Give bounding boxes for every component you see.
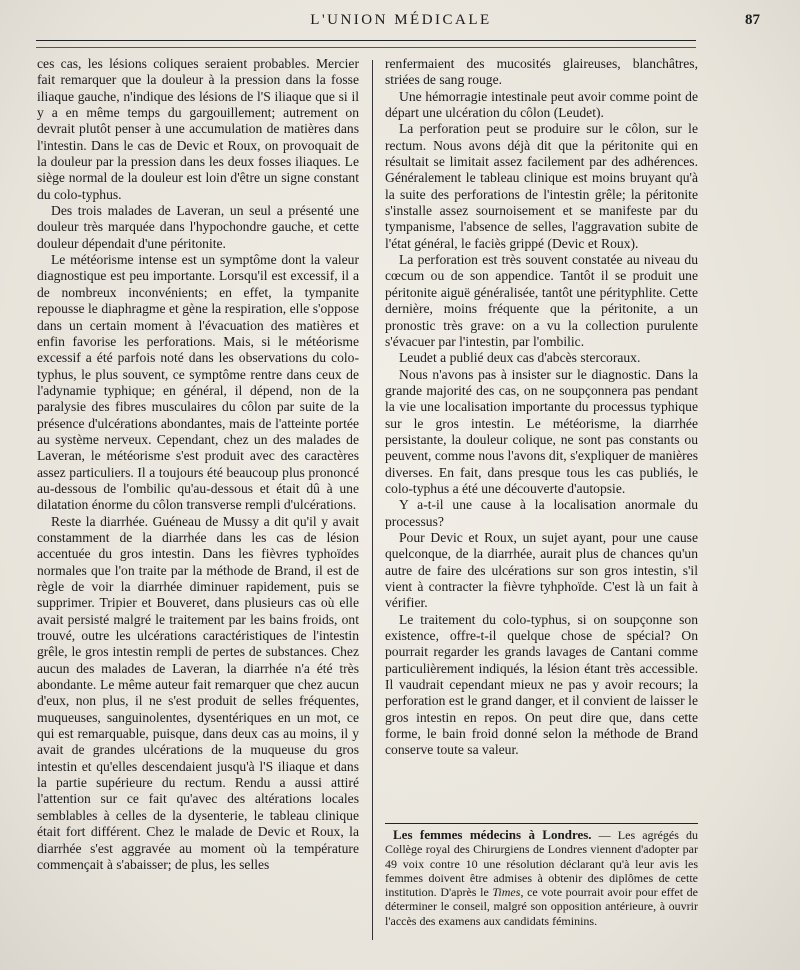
paragraph: Reste la diarrhée. Guéneau de Mussy a dit qu'il y avait constamment de la diarrhée dans les cas de lésion accentuée du gros intestin. Dans les fièvres typhoïdes normales que l'on traite par la méthode de Brand, il est de règle de voir la diarrhée diminuer rapidement, puis se supprimer. Tripier et Bouveret, dans plusieurs cas où elle avait persisté malgré le traitement par les bains froids, ont trouvé, outre les ulcérations caractéristiques de l'intestin grêle, le gros intestin rempli de pertes de substances. Chez aucun des malades de Laveran, la diarrhée n'a été très abondante. Le même auteur fait remarquer que chez aucun d'eux, non plus, il ne s'est produit de selles fréquentes, muqueuses, sanguinolentes, dysentériques en un mot, ce qui est remarquable, puisque, dans deux cas au moins, il y avait de grandes ulcérations de la muqueuse du gros intestin et qu'elles descendaient jusqu'à l'S iliaque et dans la partie supérieure du rectum. Rendu a aussi attiré l'attention sur ce fait qu'avec des altérations locales semblables à celles de la dysenterie, le tableau clinique était fort différent. Chez le malade de Devic et Roux, la diarrhée s'est aggravée au moment où la température commençait à s'abaisser; de plus, les selles <box>37 513 359 872</box>
paragraph: renfermaient des mucosités glaireuses, blanchâtres, striées de sang rouge. <box>385 56 698 88</box>
paragraph: La perforation est très souvent constatée au niveau du cœcum ou de son appendice. Tantôt il se produit une péritonite aiguë généralisée, tantôt une pérityphlite. Cette dernière, moins fréquente que la péritonite, a un pronostic très grave: on a vu la collection purulente s'évacuer par l'intestin, par l'ombilic. <box>385 252 698 349</box>
news-journal-name: Times <box>492 885 521 900</box>
paragraph: Le traitement du colo-typhus, si on soupçonne son existence, offre-t-il quelque chose de spécial? On pourrait regarder les grands lavages de Cantani comme particulièrement indiqués, la lésion étant très accessible. Il vaudrait cependant mieux ne pas y avoir recours; la perforation est le grand danger, et il convient de laisser le gros intestin en repos. On peut dire que, dans cette forme, le bain froid donné selon la méthode de Brand conserve toute sa valeur. <box>385 611 698 758</box>
left-column <box>37 56 359 873</box>
news-text: — Les agrégés du Collège royal des Chirurgiens de Londres viennent d'adopter par 49 voix contre 10 une résolution déclarant qu'à leur avis les femmes doivent être admises à obtenir des diplômes de cette institution. D'après le <box>385 828 698 900</box>
paragraph: ces cas, les lésions coliques seraient probables. Mercier fait remarquer que la douleur à la pression dans la fosse iliaque gauche, n'indique des lésions de l'S iliaque que si il y a en même temps du gargouillement; autrement on devrait plutôt penser à une accumulation de matières dans l'intestin. Dans le cas de Devic et Roux, on provoquait de la douleur par la pression dans les deux fosses iliaques. Le siège normal de la douleur est loin d'être un signe constant du colo-typhus. <box>37 56 359 202</box>
news-title: Les femmes médecins à Londres. <box>393 827 592 842</box>
paragraph: Y a-t-il une cause à la localisation anormale du processus? <box>385 497 698 529</box>
paragraph: La perforation peut se produire sur le côlon, sur le rectum. Nous avons déjà dit que la péritonite qui en résultait se limitait assez facilement par des adhérences. Généralement le tableau clinique est moins bruyant qu'à la suite des perforations de l'intestin grêle; la péritonite s'installe assez sournoisement et se manifeste par du tympanisme, l'absence de selles, l'aggravation subite de l'état général, le faciès grippé (Devic et Roux). <box>385 121 698 251</box>
news-separator-rule <box>385 823 698 824</box>
journal-title: L'UNION MÉDICALE <box>310 12 492 28</box>
header-rule-thin <box>36 47 696 48</box>
paragraph: Leudet a publié deux cas d'abcès stercoraux. <box>399 350 641 366</box>
header-rule <box>36 40 696 41</box>
paragraph: Des trois malades de Laveran, un seul a présenté une douleur très marquée dans l'hypochondre gauche, et cette douleur dépendait d'une péritonite. <box>37 203 359 251</box>
news-item <box>385 828 698 928</box>
paragraph: Une hémorragie intestinale peut avoir comme point de départ une ulcération du côlon (Leudet). <box>385 88 698 121</box>
right-column <box>385 56 698 759</box>
paragraph: Le météorisme intense est un symptôme dont la valeur diagnostique est peu importante. Lorsqu'il est excessif, il a de nombreux inconvénients; en effet, la tympanite repousse le diaphragme et gène la respiration, elle s'oppose dans un certain moment à l'évacuation des matières et enfin favorise les perforations. Mais, si le météorisme excessif a été parfois noté dans les observations du colo-typhus, le plus souvent, ce symptôme rentre dans ceux de l'adynamie typhique; en général, il dépend, non de la paralysie des fibres musculaires du côlon par suite de la présence d'ulcérations abondantes, mais de l'atteinte portée au système nerveux. Cependant, chez un des malades de Laveran, le météorisme s'est produit avec des caractères assez particuliers. Il a toujours été beaucoup plus prononcé au-dessous de l'ombilic qu'au-dessous et était dû à une dilatation énorme du côlon transverse rempli d'ulcérations. <box>37 252 359 513</box>
column-divider <box>372 60 373 940</box>
page-number: 87 <box>745 12 760 28</box>
paragraph: Pour Devic et Roux, un sujet ayant, pour une cause quelconque, de la diarrhée, aurait plus de chances qu'un autre de faire des ulcérations sur son gros intestin, s'il vient à contracter la fièvre tyhphoïde. C'est là un fait à vérifier. <box>385 529 698 611</box>
news-text: , ce vote pourrait avoir pour effet de déterminer le conseil, malgré son opposition antérieure, à ouvrir l'accès des examens aux candidats féminins. <box>385 885 698 928</box>
paragraph: Nous n'avons pas à insister sur le diagnostic. Dans la grande majorité des cas, on ne soupçonnera pas pendant la vie une localisation importante du processus typhique sur le gros intestin. Le météorisme, la diarrhée persistante, la douleur colique, ne sont pas constants ou peuvent, comme nous l'avons dit, s'expliquer de manières diverses. En fait, dans presque tous les cas publiés, le colo-typhus a été une découverte d'autopsie. <box>385 366 698 496</box>
running-header <box>30 12 772 34</box>
